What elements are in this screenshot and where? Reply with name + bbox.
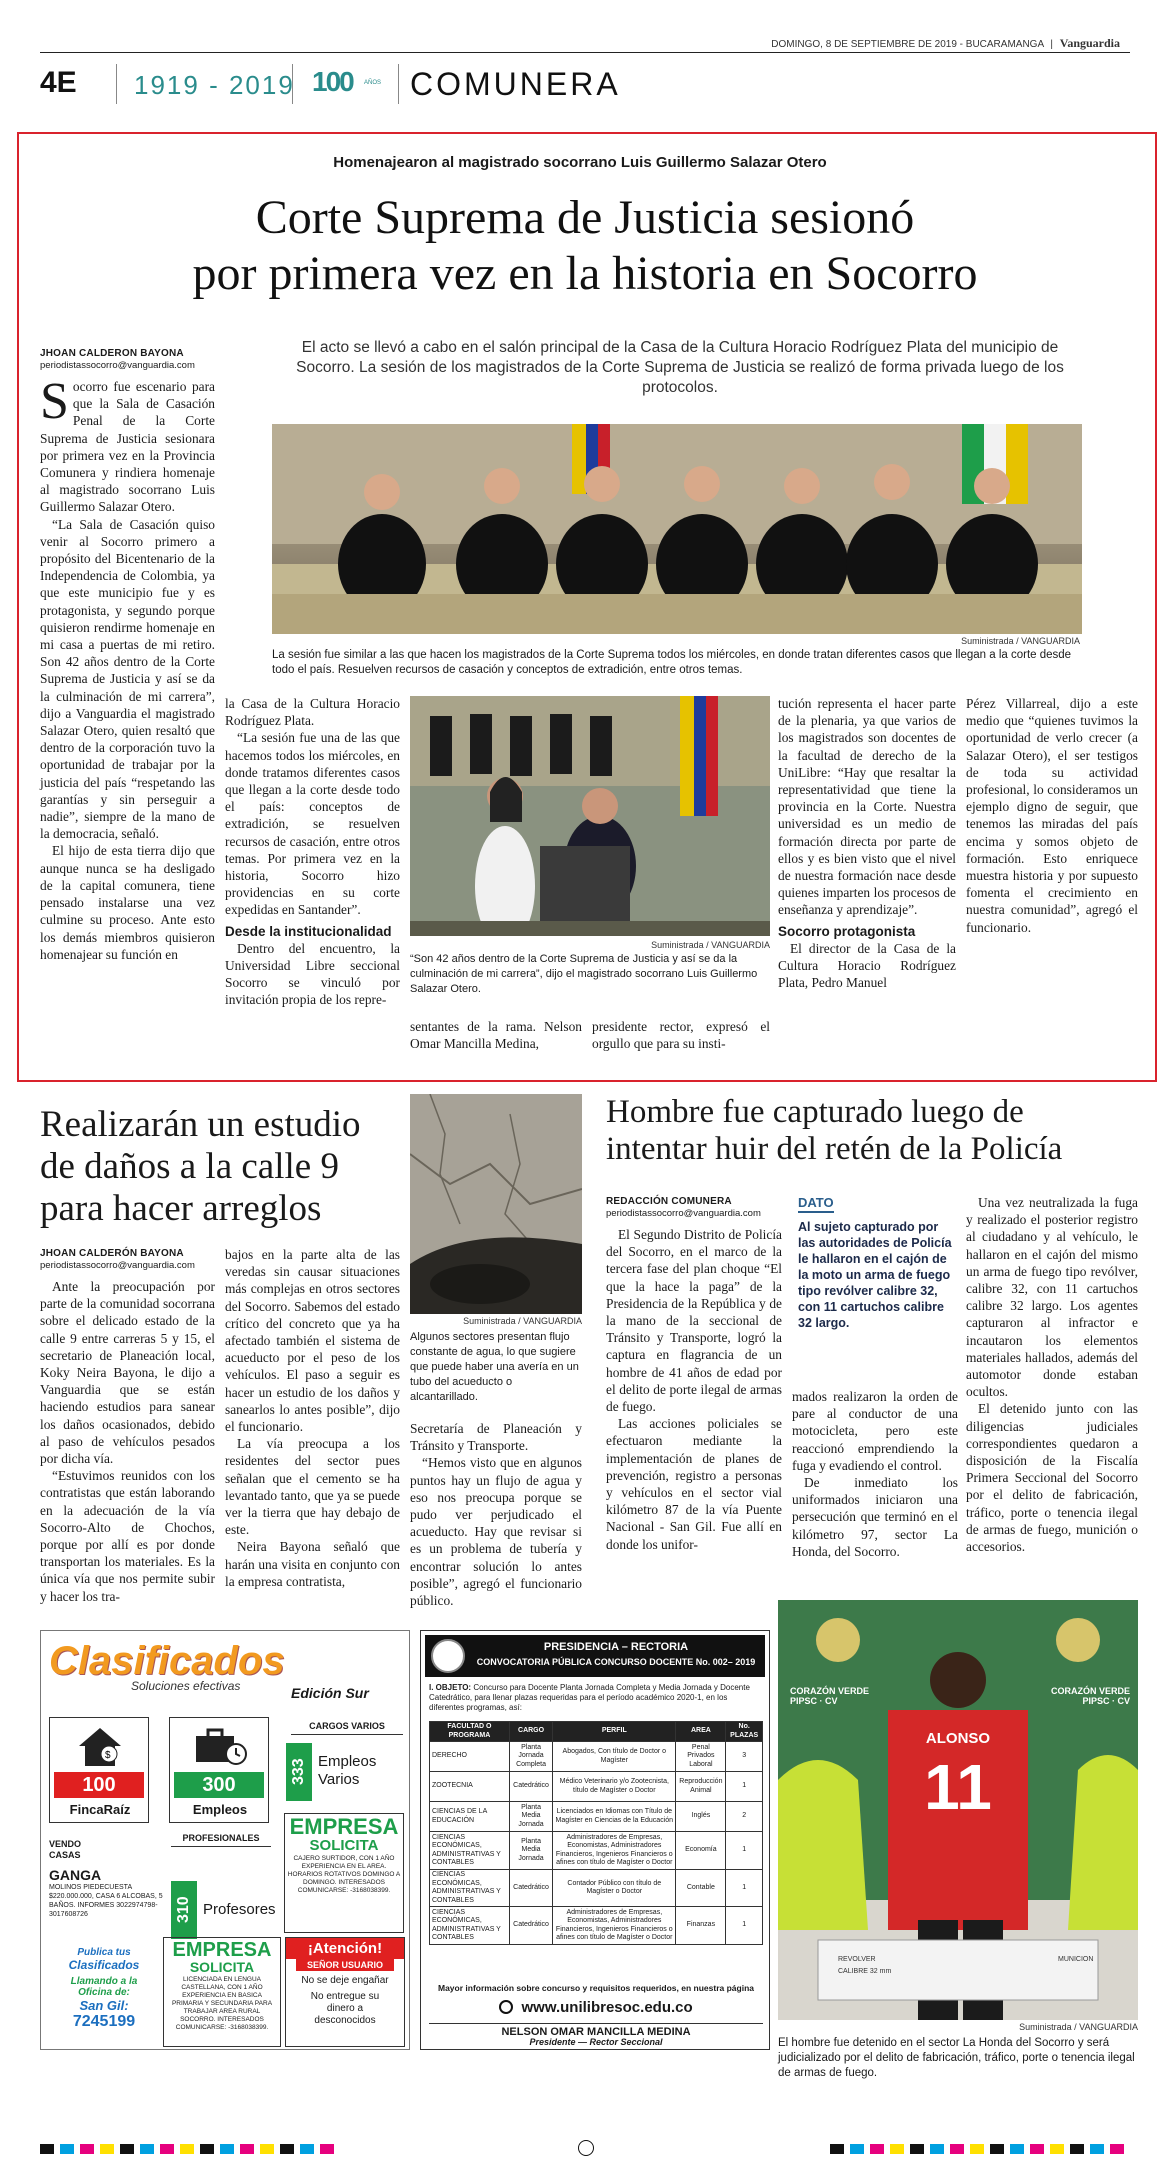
- ganga-title: GANGA: [49, 1867, 102, 1883]
- vendo-head: VENDO CASAS: [49, 1839, 82, 1860]
- lead-subhead-1: Desde la institucionalidad: [225, 923, 392, 939]
- story3-c2-p2: De inmediato los uniformados iniciaron una persecución que terminó en el kilómetro 97, sector La Honda, del Socorro.: [792, 1475, 958, 1559]
- table-cell: Catedrático: [509, 1870, 552, 1907]
- empleos-label: Empleos: [192, 1802, 248, 1817]
- jersey-name: ALONSO: [925, 1730, 991, 1747]
- story2-headline-3: para hacer arreglos: [40, 1188, 322, 1229]
- lead-subhead-2: Socorro protagonista: [778, 923, 916, 939]
- table-row: [430, 1832, 763, 1870]
- story2-column-2: [225, 1246, 400, 1590]
- story3-photo-caption: El hombre fue detenido en el sector La Honda del Socorro y será judicializado por el delito de fabricación, tráfico, porte o tenencia ilegal de armas de fuego.: [778, 2037, 1135, 2079]
- table-cell: Economía: [676, 1832, 726, 1870]
- lead-c2b-p1: Dentro del encuentro, la Universidad Libre seccional Socorro se vinculó por invitación propia de los repre-: [225, 940, 400, 1008]
- banner-left: [790, 1686, 869, 1706]
- header-divider: [116, 64, 117, 104]
- unilibre-table-wrap: [429, 1721, 763, 1945]
- table-cell: DERECHO: [430, 1742, 510, 1772]
- dateline-text: DOMINGO, 8 DE SEPTIEMBRE DE 2019 - BUCARAMANGA: [771, 39, 1044, 50]
- print-bars: [0, 2140, 1172, 2160]
- unilibre-seal-icon: [431, 1639, 465, 1673]
- table-cell: Contable: [676, 1870, 726, 1907]
- lead-photo2-caption: “Son 42 años dentro de la Corte Suprema de Justicia y así se da la culminación de mi carrera”, dijo el magistrado socorrano Luis Guillermo Salazar Otero.: [410, 953, 758, 995]
- header-divider-2: [292, 64, 293, 104]
- publica-line-1: Publica tus: [77, 1947, 131, 1958]
- story2-photo-street: [410, 1094, 582, 1314]
- table-cell: Abogados, Con título de Doctor o Magíster: [553, 1742, 676, 1772]
- table-row: [430, 1802, 763, 1832]
- col-head-area: AREA: [676, 1722, 726, 1742]
- story2-c1-p1: Ante la preocupación por parte de la comunidad socorrana sobre el delicado estado de la calle 9 entre carreras 5 y 15, el secretario de Planeación local, Koky Neira Bayona, le dijo a Vanguardia que se están haciendo estudios para sanear los daños ocasionados, debido al paso de vehículos pesados por dicha vía.: [40, 1279, 215, 1467]
- anniversary-years: 1919 - 2019: [134, 70, 295, 100]
- classifieds-slogan: Soluciones efectivas: [131, 1679, 241, 1693]
- unilibre-objeto-text: Concurso para Docente Planta Jornada Completa y Media Jornada y Docente Catedrático, para llenar plazas requeridas para el período académico 2020-1, en los diferentes programas, así:: [429, 1683, 750, 1712]
- story3-c1-p2: Las acciones policiales se efectuaron mediante la implementación de planes de prevención, registro a personas y vehículos en el sector vial kilómetro 87 de la vía Puente Nacional - San Gil. Fue allí en donde los unifor-: [606, 1416, 782, 1552]
- banner-left-top: CORAZÓN VERDE: [790, 1686, 870, 1696]
- lead-byline: [40, 348, 215, 372]
- banner-right: [1040, 1686, 1130, 1706]
- city-label: San Gil:: [79, 1998, 129, 2013]
- table-cell: Catedrático: [509, 1772, 552, 1802]
- empresa-block-2: [163, 1937, 281, 2047]
- unilibre-table-head: [430, 1722, 763, 1742]
- lead-c1-p2: “La Sala de Casación quiso venir al Socorro primero a propósito del Bicentenario de la Independencia de Colombia, ya que este municipio fue y es protagonista, y segundo porque quisieron rendirme homenaje en mi casa a puertas de mi retiro. Son 42 años dentro de la Corte Suprema de Justicia y así se da la culminación de mi carrera”, dijo a Vanguardia el magistrado Salazar Otero, quien resaltó que dentro de la corporación tuvo la oportunidad de trabajar por la justicia del país “respetando las garantías y sin perseguir a nadie”, siempre de la mano de la democracia, señaló.: [40, 516, 215, 842]
- brand-name: Vanguardia: [1059, 36, 1120, 50]
- anniversary-small: AÑOS: [364, 80, 382, 86]
- unilibre-mayor-info: Mayor información sobre concurso y requisitos requeridos, en nuestra página: [438, 1983, 754, 1993]
- lead-column-1: [40, 373, 215, 963]
- story3-headline-2: intentar huir del retén de la Policía: [606, 1131, 1063, 1167]
- speech-scene-graphic: [410, 696, 770, 936]
- briefcase-icon: [192, 1724, 248, 1768]
- lead-photo-court: [272, 424, 1082, 634]
- unilibre-signer: NELSON OMAR MANCILLA MEDINA: [429, 2023, 763, 2038]
- evidence-label-1: REVOLVER: [838, 1956, 876, 1963]
- header-divider-3: [398, 64, 399, 104]
- table-row: [430, 1907, 763, 1945]
- story2-c1-p2: “Estuvimos reunidos con los contratistas que están laborando en la adecuación de la vía Socorro-Alto de Chochos, porque por allí es por donde transportan los materiales. Es la única vía que nos permite subir y hacer los tra-: [40, 1468, 215, 1604]
- publica-line-2: Clasificados: [68, 1958, 140, 1972]
- lead-email: periodistassocorro@vanguardia.com: [40, 360, 195, 371]
- house-icon: [75, 1724, 125, 1768]
- table-row: [430, 1772, 763, 1802]
- story2-photo-caption: Algunos sectores presentan flujo constante de agua, lo que sugiere que puede haber una avería en un tubo del acueducto o alcantarillado.: [410, 1331, 579, 1403]
- banner-right-sub: PIPSC · CV: [1082, 1696, 1130, 1706]
- table-cell: 1: [726, 1907, 763, 1945]
- no-entregue: No entregue su dinero a desconocidos: [310, 1991, 380, 2026]
- table-cell: Licenciados en Idiomas con Título de Magíster en Ciencias de la Educación: [553, 1802, 676, 1832]
- classifieds-ad: [40, 1630, 410, 2050]
- story3-author: REDACCIÓN COMUNERA: [606, 1196, 732, 1207]
- finca-number: 100: [54, 1772, 144, 1798]
- story3-headline: [606, 1094, 1146, 1168]
- prof-block: [171, 1881, 276, 1941]
- lead-c4-p1: tución representa el hacer parte de la plenaria, ya que varios de los magistrados son docentes de la facultad de derecho de la UniLibre: “Hay que resaltar la representatividad que tiene la provincia en la Corte. Nuestra universidad es un medio de formación directa por parte de ellos y es bien visto que el nivel de nuestra formación nace desde quienes imparten los procesos de enseñanza y aprendizaje”.: [778, 696, 956, 918]
- table-cell: Penal Privados Laboral: [676, 1742, 726, 1772]
- banner-right-top: CORAZÓN VERDE: [1050, 1686, 1130, 1696]
- story3-column-2: [792, 1388, 958, 1560]
- page-number: 4E: [40, 66, 77, 99]
- empleos-varios-number: 333: [286, 1743, 312, 1801]
- print-bar-left: [40, 2144, 340, 2154]
- col-head-plazas: No. PLAZAS: [726, 1722, 763, 1742]
- lead-photo1-credit: Suministrada / VANGUARDIA: [961, 636, 1080, 646]
- table-cell: Planta Media Jornada: [509, 1802, 552, 1832]
- evidence-label-2: CALIBRE 32 mm: [838, 1968, 892, 1975]
- story3-c2-p1: mados realizaron la orden de pare al conductor de una motocicleta, pero este reaccionó emprendiendo la fuga y evadiendo el control.: [792, 1389, 958, 1473]
- lead-photo-speech: [410, 696, 770, 936]
- table-cell: Administradores de Empresas, Economistas, Administradores Financieros, Ingenieros Financieros o afines con título de Magíster o Doctor: [553, 1832, 676, 1870]
- unilibre-head-1: PRESIDENCIA – RECTORIA: [543, 1641, 689, 1653]
- classifieds-title-box: [49, 1639, 339, 1683]
- dateline: DOMINGO, 8 DE SEPTIEMBRE DE 2019 - BUCARAMANGA | Vanguardia: [771, 36, 1120, 50]
- story3-dato-box: [798, 1194, 958, 1331]
- classifieds-edition: Edición Sur: [291, 1685, 369, 1701]
- story2-c2-p1: bajos en la parte alta de las veredas sin causar situaciones más complejas en otros sectores del Socorro. Sabemos del estado crítico del concreto que ya ha afectado también el sistema de acueducto por el peso de los vehículos. El paso a seguir es hacer un estudio de los daños y sanearlos lo antes posible”, dijo el funcionario.: [225, 1247, 400, 1435]
- table-cell: Inglés: [676, 1802, 726, 1832]
- empleos-varios-label: Empleos Varios: [318, 1753, 377, 1788]
- empleos-block: [169, 1717, 269, 1823]
- unilibre-url: [429, 1999, 763, 2016]
- empresa2-title: EMPRESA: [172, 1939, 272, 1961]
- story2-headline: [40, 1104, 400, 1230]
- finca-label: FincaRaíz: [69, 1802, 131, 1817]
- empresa1-solicita: SOLICITA: [309, 1837, 379, 1854]
- lead-kicker: Homenajearon al magistrado socorrano Luis Guillermo Salazar Otero: [333, 154, 827, 171]
- lead-headline-line-2: por primera vez en la historia en Socorro: [192, 247, 978, 300]
- phone-number: 7245199: [72, 2013, 136, 2030]
- lead-c4-tail: presidente rector, expresó el orgullo que para su insti-: [592, 1019, 770, 1052]
- table-cell: Planta Jornada Completa: [509, 1742, 552, 1772]
- empresa2-solicita: SOLICITA: [189, 1959, 255, 1975]
- table-cell: 2: [726, 1802, 763, 1832]
- table-cell: 1: [726, 1870, 763, 1907]
- cargos-head: CARGOS VARIOS: [291, 1721, 403, 1735]
- lead-c1-p1: ocorro fue escenario para que la Sala de Casación Penal de la Corte Suprema de Justicia sesionara por primera vez en la Provincia Comunera y rindiera homenaje al magistrado socorrano Luis Guillermo Salazar Otero.: [40, 379, 215, 515]
- atencion-box: [285, 1937, 405, 2047]
- story2-column-1: [40, 1278, 215, 1605]
- table-row: [430, 1870, 763, 1907]
- col-head-perfil: PERFIL: [553, 1722, 676, 1742]
- story2-headline-2: de daños a la calle 9: [40, 1146, 339, 1187]
- table-cell: CIENCIAS ECONÓMICAS, ADMINISTRATIVAS Y CONTABLES: [430, 1832, 510, 1870]
- unilibre-signer-title: Presidente — Rector Seccional: [529, 2037, 663, 2047]
- table-cell: Finanzas: [676, 1907, 726, 1945]
- col-head-facultad: FACULTAD O PROGRAMA: [430, 1722, 510, 1742]
- lead-c5-p1: Pérez Villarreal, dijo a este medio que “quienes tuvimos la oportunidad de verlo crecer (a Salazar Otero), el ser testigos de toda su actividad profesional, lo consideramos un ejemplo digno de seguir, que tenemos las miradas del país encima y somos objeto de formación. Esto enriquece muestra historia y por supuesto fomenta el crecimiento en nuestra comunidad”, agregó el funcionario.: [966, 696, 1138, 935]
- unilibre-url-text[interactable]: www.unilibresoc.edu.co: [521, 1999, 693, 2016]
- lead-deck: El acto se llevó a cabo en el salón principal de la Casa de la Cultura Horacio Rodríguez Plata del municipio de Socorro. La sesión de los magistrados de la Corte Suprema de Justicia se realizó de forma privada luego de los protocolos.: [296, 339, 1064, 396]
- ganga-text: MOLINOS PIEDECUESTA $220.000.000, CASA 6 ALCOBAS, 5 BAÑOS. INFORMES 3022974798-3017608726: [49, 1884, 163, 1918]
- story2-column-3: [410, 1420, 582, 1609]
- section-name: COMUNERA: [410, 66, 621, 102]
- story2-author: JHOAN CALDERÓN BAYONA: [40, 1248, 184, 1259]
- empresa1-text: CAJERO SURTIDOR, CON 1 AÑO EXPERIENCIA EN EL AREA. HORARIOS ROTATIVOS DOMINGO A DOMINGO. INTERESADOS COMUNICARSE: -3168038399.: [287, 1855, 401, 1894]
- unilibre-ad: [420, 1630, 770, 2050]
- table-cell: 1: [726, 1832, 763, 1870]
- llamando-2: Oficina de:: [78, 1987, 130, 1998]
- lead-c1-p3: El hijo de esta tierra dijo que aunque nunca se ha desligado de la capital comunera, tiene pensado instalarse una vez culmine su proceso. Ante esto los demás miembros quisieron homenajear su función en: [40, 843, 215, 962]
- empresa-block-1: [284, 1813, 404, 1933]
- story3-c3-p1: Una vez neutralizada la fuga y realizado el posterior registro al ciudadano y al vehículo, le hallaron en el cajón del mismo un arma de fuego tipo revólver, calibre 32, con 11 cartuchos calibre 32 largo. Los agentes capturaron al infractor e incautaron los elementos materiales hallados, además del automotor donde estaban ocultos.: [966, 1195, 1138, 1400]
- jersey-number: 11: [924, 1751, 992, 1823]
- lead-photo2-credit: Suministrada / VANGUARDIA: [651, 940, 770, 950]
- unilibre-table: [429, 1721, 763, 1945]
- lead-c3-tail: sentantes de la rama. Nelson Omar Mancilla Medina,: [410, 1019, 582, 1052]
- court-scene-graphic: [272, 424, 1082, 634]
- table-cell: 3: [726, 1742, 763, 1772]
- story2-c3-p1: Secretaría de Planeación y Tránsito y Transporte.: [410, 1421, 582, 1454]
- lead-headline: [40, 190, 1130, 302]
- senor-usuario: SEÑOR USUARIO: [296, 1959, 394, 1971]
- lead-photo1-caption: La sesión fue similar a las que hacen los magistrados de la Corte Suprema todos los miércoles, en donde tratan diferentes casos que llegan a la corte desde todo el país. Resuelven recursos de casación y conceptos de extradición, entre otros temas.: [272, 649, 1072, 676]
- story3-byline: [606, 1196, 786, 1220]
- unilibre-objeto: [429, 1683, 763, 1713]
- story3-c3-p2: El detenido junto con las diligencias judiciales correspondientes quedaron a disposición de la Fiscalía Primera Seccional del Socorro por el delito de fabricación, tráfico, porte o tenencia ilegal de armas de fuego, munición o accesorios.: [966, 1401, 1138, 1555]
- story3-photo-credit: Suministrada / VANGUARDIA: [1019, 2022, 1138, 2032]
- unilibre-objeto-label: I. OBJETO:: [429, 1683, 472, 1692]
- story2-c2-p3: Neira Bayona señaló que harán una visita en conjunto con la empresa contratista,: [225, 1539, 400, 1589]
- col-head-cargo: CARGO: [509, 1722, 552, 1742]
- lead-c2-p1: la Casa de la Cultura Horacio Rodríguez Plata.: [225, 696, 400, 729]
- table-cell: ZOOTECNIA: [430, 1772, 510, 1802]
- story3-headline-1: Hombre fue capturado luego de: [606, 1094, 1024, 1130]
- header-rule: [40, 52, 1130, 53]
- lead-headline-line-1: Corte Suprema de Justicia sesionó: [255, 191, 915, 244]
- story3-photo-arrest: [778, 1600, 1138, 2020]
- lead-column-2: [225, 695, 400, 1009]
- table-cell: Contador Público con título de Magíster o Doctor: [553, 1870, 676, 1907]
- prof-head: PROFESIONALES: [171, 1833, 271, 1847]
- atencion-title: ¡Atención!: [286, 1938, 404, 1959]
- story2-photo-credit: Suministrada / VANGUARDIA: [463, 1316, 582, 1326]
- classifieds-title: Clasificados: [49, 1639, 285, 1683]
- story2-headline-1: Realizarán un estudio: [40, 1104, 361, 1145]
- empresa2-text: LICENCIADA EN LENGUA CASTELLANA, CON 1 AÑO EXPERIENCIA EN BASICA PRIMARIA Y SECUNDARIA PARA TRABAJAR AREA RURAL SOCORRO. INTERESADOS COMUNICARSE: -3168038399.: [171, 1976, 273, 2031]
- table-cell: Catedrático: [509, 1907, 552, 1945]
- street-damage-graphic: [410, 1094, 582, 1314]
- empleos-varios-block: [286, 1743, 404, 1805]
- table-cell: Médico Veterinario y/o Zootecnista, título de Magíster o Doctor: [553, 1772, 676, 1802]
- story2-c2-p2: La vía preocupa a los residentes del sector pues señalan que el cemento se ha levantado tanto, que ya se puede ver la tierra que hay debajo de este.: [225, 1436, 400, 1538]
- lead-author: JHOAN CALDERON BAYONA: [40, 348, 184, 359]
- lead-c4b-p1: El director de la Casa de la Cultura Horacio Rodríguez Plata, Pedro Manuel: [778, 940, 956, 991]
- dato-text: Al sujeto capturado por las autoridades de Policía le hallaron en el cajón de la moto un arma de fuego tipo revólver calibre 32, con 11 cartuchos calibre 32 largo.: [798, 1220, 952, 1330]
- table-cell: Reproducción Animal: [676, 1772, 726, 1802]
- table-cell: Administradores de Empresas, Economistas, Administradores Financieros, Ingenieros Financieros o afines con título de Magíster o Doctor: [553, 1907, 676, 1945]
- story2-c3-p2: “Hemos visto que en algunos puntos hay un flujo de agua y eso nos preocupa porque se pudo ver perjudicado el acueducto. Hay que revisar si es un problema de tubería y encontrar solución lo antes posible”, agregó el funcionario público.: [410, 1455, 582, 1609]
- lead-column-5: [966, 695, 1138, 936]
- empleos-number: 300: [174, 1772, 264, 1798]
- table-cell: CIENCIAS ECONÓMICAS, ADMINISTRATIVAS Y CONTABLES: [430, 1907, 510, 1945]
- story3-email: periodistassocorro@vanguardia.com: [606, 1208, 761, 1219]
- story3-c1-p1: El Segundo Distrito de Policía del Socorro, en el marco de la tercera fase del plan choque “El que la hace la paga” de la Presidencia de la República y de la mano de la seccional de Tránsito y Transporte, logró la captura en flagrancia de un hombre de 41 años de edad por el delito de porte ilegal de armas de fuego.: [606, 1227, 782, 1415]
- story3-column-1: [606, 1226, 782, 1553]
- anniversary-logo: [312, 64, 392, 102]
- globe-icon: [499, 2000, 513, 2014]
- unilibre-head-2: CONVOCATORIA PÚBLICA CONCURSO DOCENTE No. 002– 2019: [476, 1657, 756, 1667]
- evidence-label-3: MUNICION: [1058, 1956, 1094, 1963]
- empresa1-title: EMPRESA: [289, 1814, 399, 1839]
- lead-column-4: [778, 695, 956, 991]
- story2-byline: [40, 1248, 215, 1272]
- table-cell: 1: [726, 1772, 763, 1802]
- print-bar-right: [830, 2144, 1130, 2154]
- lead-c2-p2: “La sesión fue una de las que hacemos todos los miércoles, en donde tratamos diferentes casos que llegan a la corte desde todo el país: conceptos de extradición, se resuelven recursos de casación, entre otros temas. Por primera vez en la historia, Socorro hizo providencias en su corte expedidas en Santander”.: [225, 730, 400, 918]
- lead-dropcap: S: [40, 373, 69, 430]
- registration-mark-icon: [578, 2140, 594, 2156]
- prof-number: 310: [171, 1881, 197, 1939]
- finca-block: [49, 1717, 149, 1823]
- dato-label: DATO: [798, 1195, 834, 1213]
- prof-label: Profesores: [203, 1901, 276, 1918]
- table-cell: CIENCIAS DE LA EDUCACIÓN: [430, 1802, 510, 1832]
- lead-column-3b-tail: [592, 1018, 770, 1052]
- table-cell: Planta Media Jornada: [509, 1832, 552, 1870]
- story3-column-3: [966, 1194, 1138, 1555]
- llamando-1: Llamando a la: [70, 1976, 138, 1987]
- no-deje: No se deje engañar: [301, 1975, 389, 1986]
- lead-column-3-tail: [410, 1018, 582, 1052]
- anniversary-number: 100: [312, 66, 353, 97]
- llamando-text: [49, 1976, 159, 1998]
- story2-email: periodistassocorro@vanguardia.com: [40, 1260, 195, 1271]
- publica-box: [49, 1947, 159, 2043]
- unilibre-header: [425, 1635, 765, 1677]
- banner-left-sub: PIPSC · CV: [790, 1696, 838, 1706]
- svg-text:$: $: [105, 1750, 111, 1761]
- table-row: [430, 1742, 763, 1772]
- table-cell: CIENCIAS ECONÓMICAS, ADMINISTRATIVAS Y CONTABLES: [430, 1870, 510, 1907]
